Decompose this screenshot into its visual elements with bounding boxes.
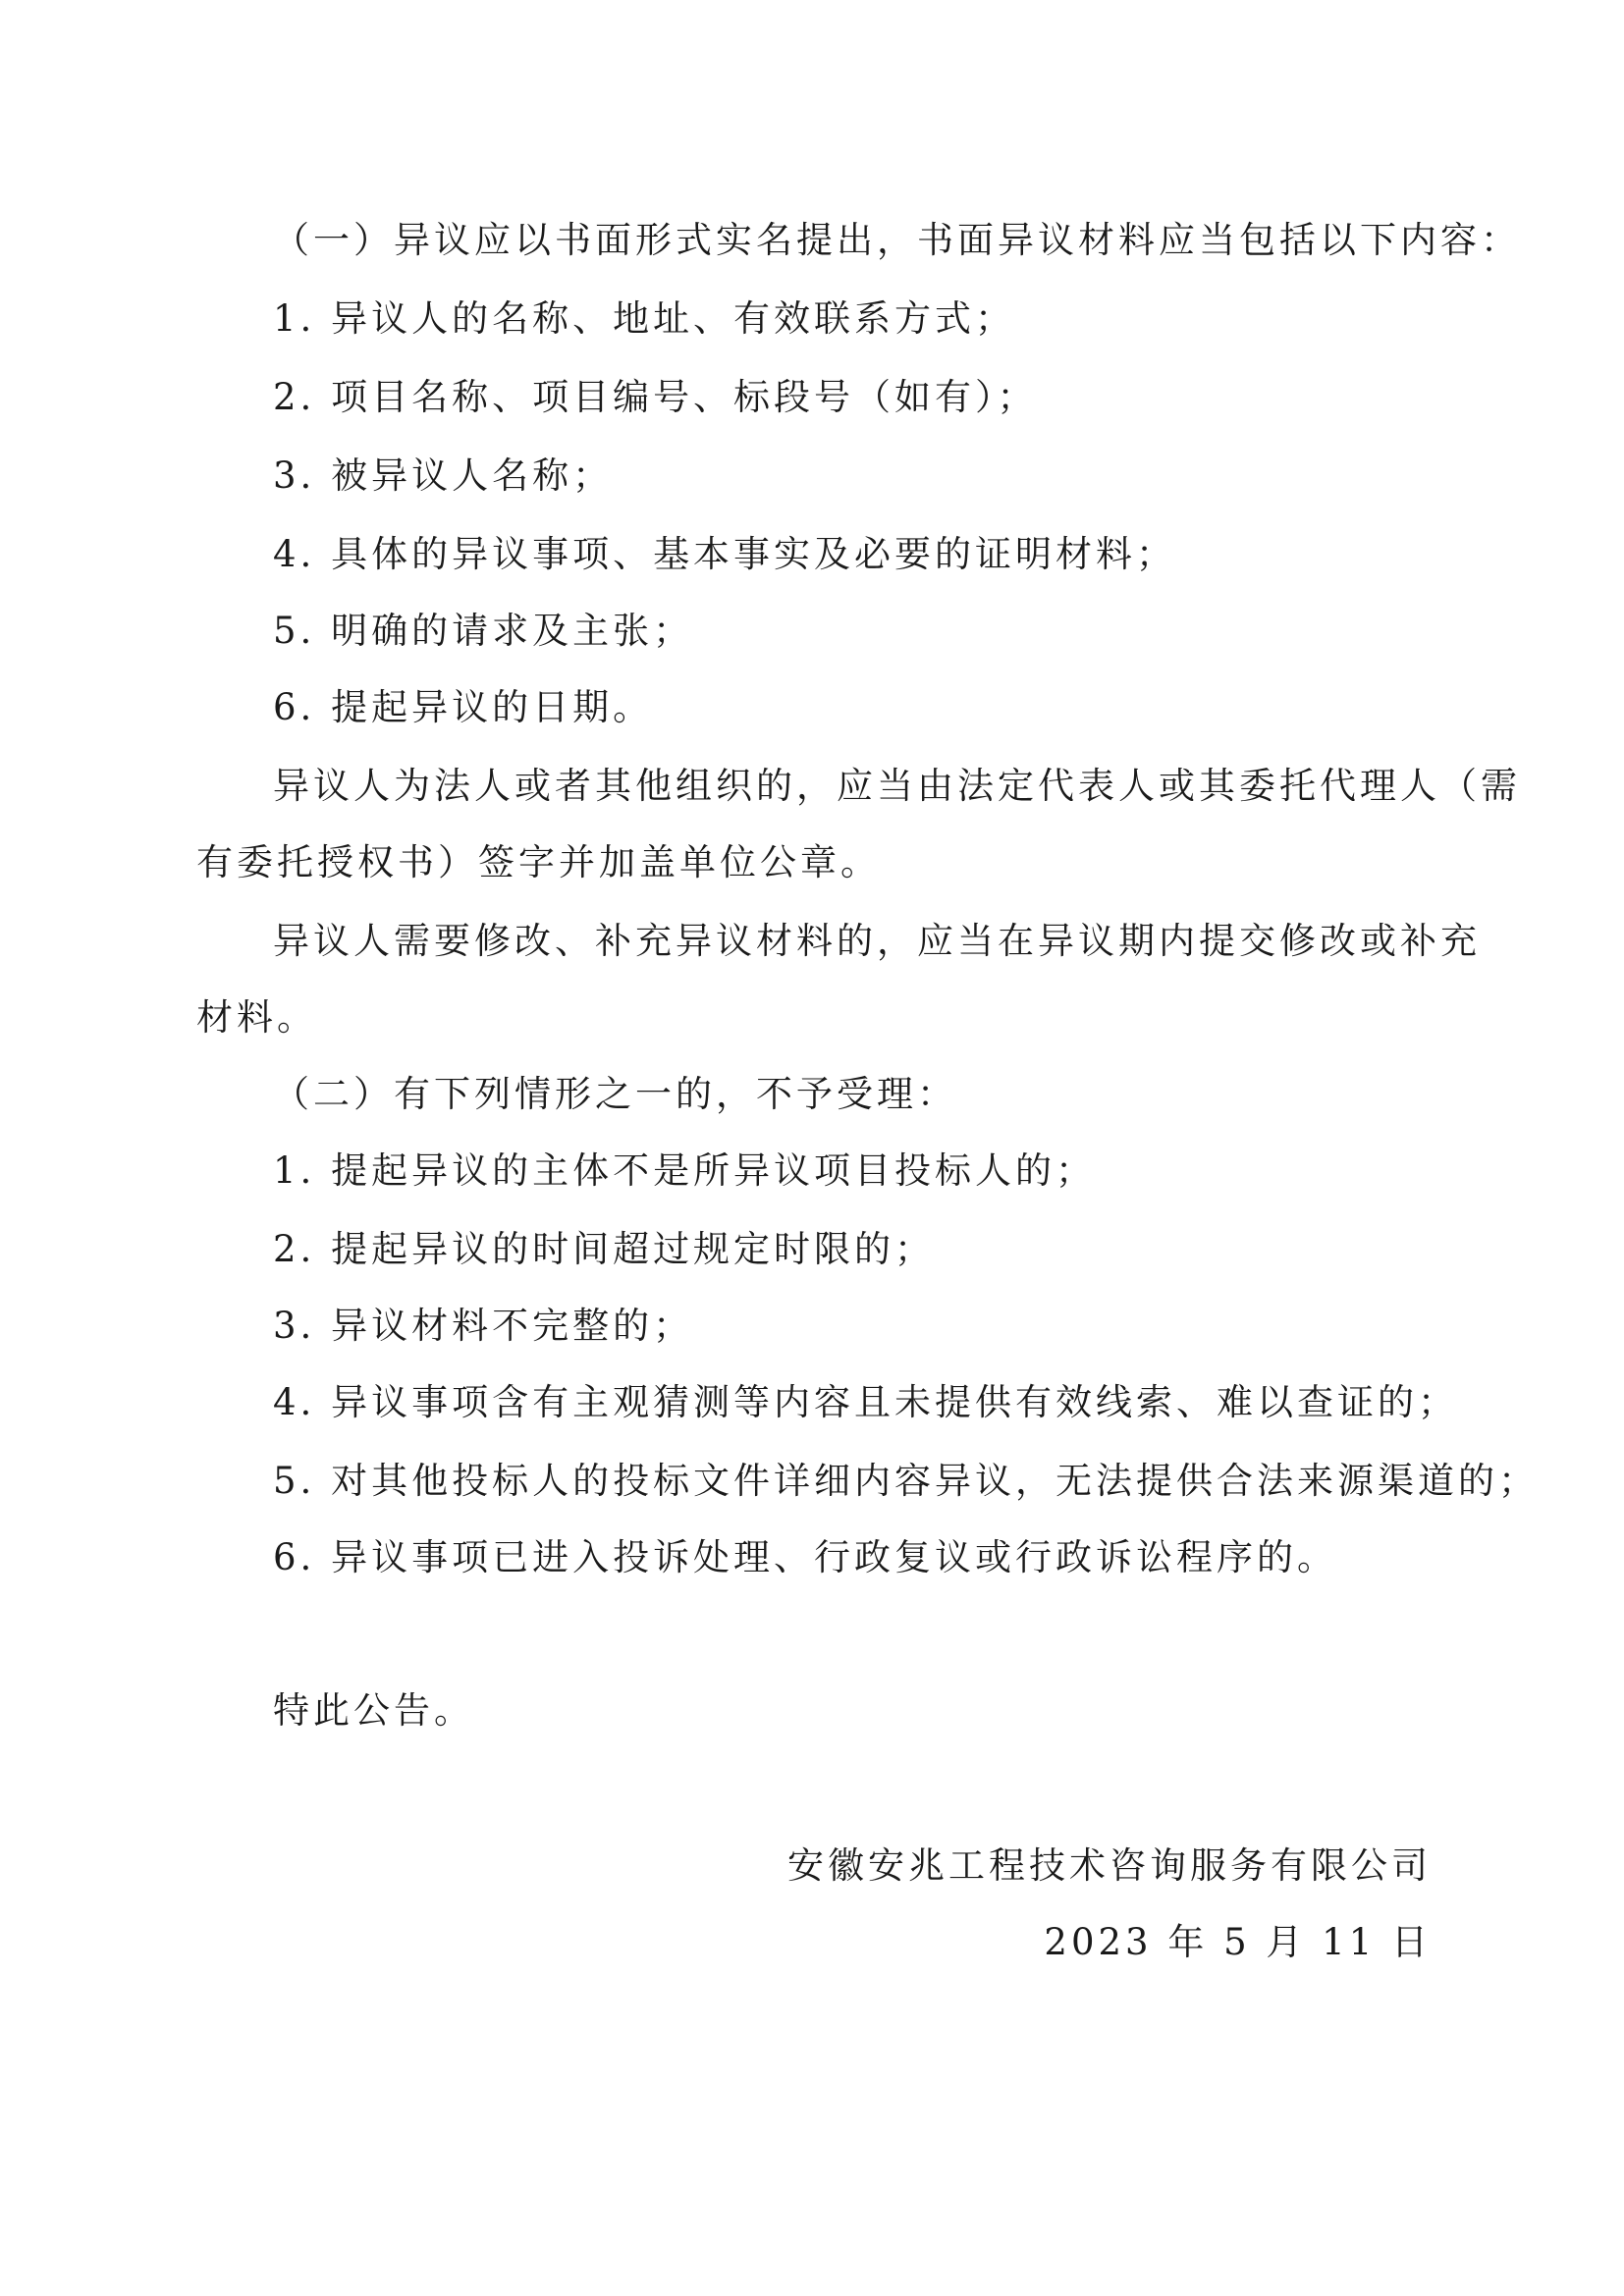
- section2-item-5: 5. 对其他投标人的投标文件详细内容异议，无法提供合法来源渠道的；: [273, 1460, 1540, 1502]
- section1-item-1: 1. 异议人的名称、地址、有效联系方式；: [273, 297, 1016, 340]
- section1-item-2: 2. 项目名称、项目编号、标段号（如有）；: [273, 376, 1038, 418]
- section1-item-3: 3. 被异议人名称；: [273, 454, 614, 497]
- section1-heading: （一）异议应以书面形式实名提出，书面异议材料应当包括以下内容：: [273, 219, 1521, 261]
- paragraph-amend-line2: 材料。: [196, 996, 317, 1039]
- section2-heading: （二）有下列情形之一的，不予受理：: [273, 1073, 957, 1115]
- closing-statement: 特此公告。: [273, 1689, 474, 1732]
- section1-item-4: 4. 具体的异议事项、基本事实及必要的证明材料；: [273, 533, 1177, 575]
- signature-date: 2023 年 5 月 11 日: [1044, 1921, 1432, 1963]
- paragraph-amend-line1: 异议人需要修改、补充异议材料的，应当在异议期内提交修改或补充: [273, 920, 1481, 962]
- section2-item-4: 4. 异议事项含有主观猜测等内容且未提供有效线索、难以查证的；: [273, 1381, 1459, 1423]
- section1-item-5: 5. 明确的请求及主张；: [273, 610, 694, 652]
- section2-item-1: 1. 提起异议的主体不是所异议项目投标人的；: [273, 1149, 1097, 1192]
- paragraph-legal-entity-line2: 有委托授权书）签字并加盖单位公章。: [196, 841, 881, 883]
- section2-item-6: 6. 异议事项已进入投诉处理、行政复议或行政诉讼程序的。: [273, 1536, 1338, 1578]
- section1-item-6: 6. 提起异议的日期。: [273, 686, 654, 728]
- signature-company: 安徽安兆工程技术咨询服务有限公司: [787, 1844, 1432, 1887]
- section2-item-3: 3. 异议材料不完整的；: [273, 1305, 694, 1347]
- section2-item-2: 2. 提起异议的时间超过规定时限的；: [273, 1228, 936, 1270]
- paragraph-legal-entity-line1: 异议人为法人或者其他组织的，应当由法定代表人或其委托代理人（需: [273, 765, 1521, 807]
